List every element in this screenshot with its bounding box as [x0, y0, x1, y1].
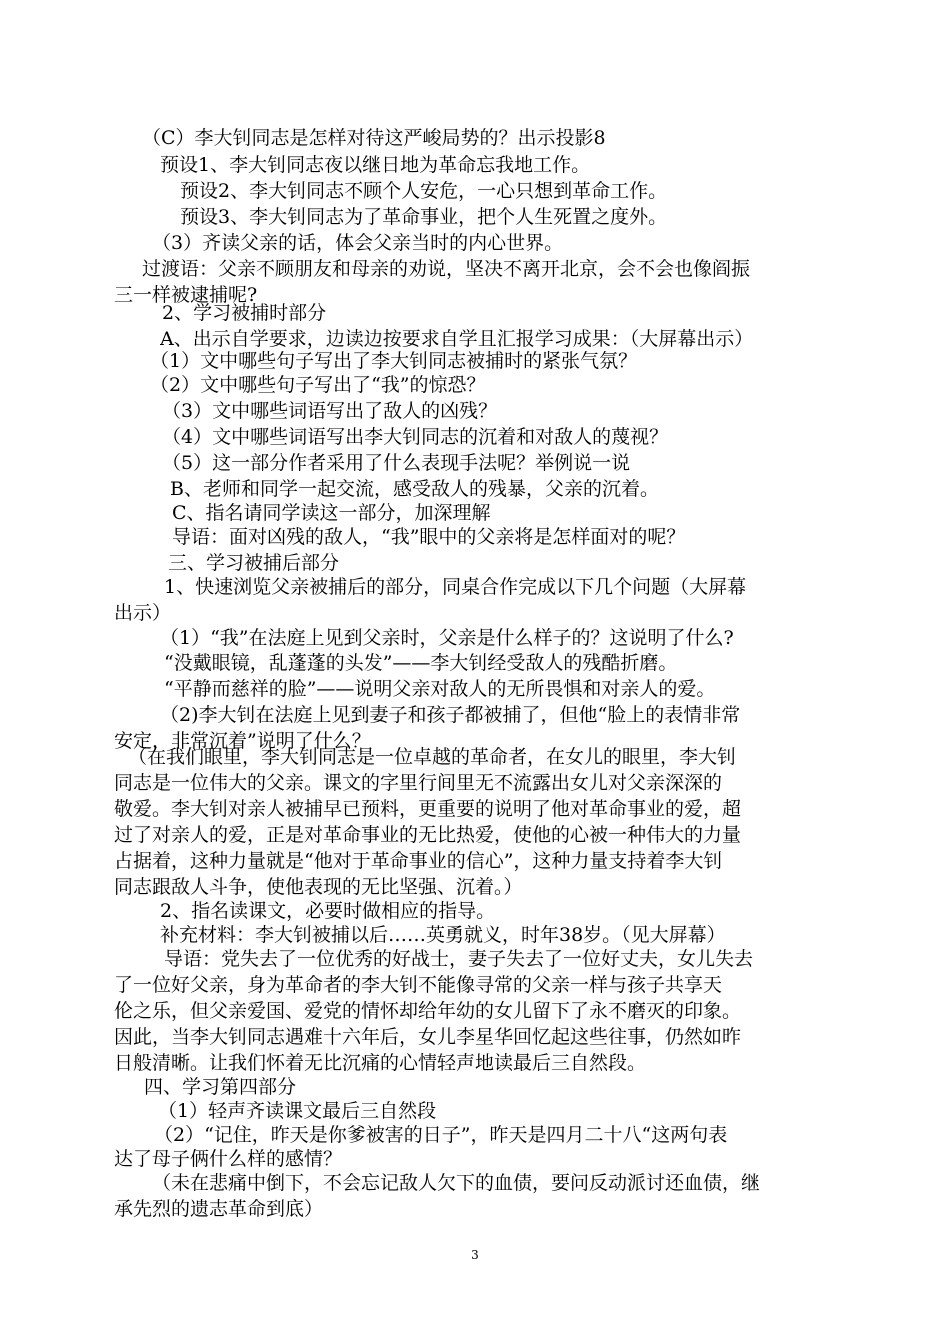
text-line: 伦之乐，但父亲爱国、爱党的情怀却给年幼的女儿留下了永不磨灭的印象。 — [114, 1000, 742, 1022]
text-line: 达了母子俩什么样的感情？ — [114, 1148, 343, 1170]
text-line: （4）文中哪些词语写出李大钊同志的沉着和对敌人的蔑视？ — [162, 426, 669, 448]
text-line: 因此，当李大钊同志遇难十六年后，女儿李星华回忆起这些往事，仍然如昨 — [114, 1026, 742, 1048]
text-line: 过了对亲人的爱，正是对革命事业的无比热爱，使他的心被一种伟大的力量 — [114, 824, 742, 846]
text-line: （1）文中哪些句子写出了李大钊同志被捕时的紧张气氛？ — [150, 350, 638, 372]
text-line: 同志是一位伟大的父亲。课文的字里行间里无不流露出女儿对父亲深深的 — [114, 772, 723, 794]
text-line: B、老师和同学一起交流，感受敌人的残暴，父亲的沉着。 — [170, 478, 659, 500]
text-line: （3）文中哪些词语写出了敌人的凶残？ — [162, 400, 498, 422]
text-line: 预设3、李大钊同志为了革命事业，把个人生死置之度外。 — [180, 206, 668, 228]
text-line: 导语：党失去了一位优秀的好战士，妻子失去了一位好丈夫，女儿失去 — [164, 948, 754, 970]
text-line: （C）李大钊同志是怎样对待这严峻局势的？出示投影8 — [142, 127, 606, 149]
text-line: （2）文中哪些句子写出了“我”的惊恐？ — [150, 374, 486, 396]
section-heading: 2、学习被捕时部分 — [162, 302, 327, 324]
text-line: 预设2、李大钊同志不顾个人安危，一心只想到革命工作。 — [180, 180, 668, 202]
text-line: 1、快速浏览父亲被捕后的部分，同桌合作完成以下几个问题（大屏幕 — [164, 576, 747, 598]
text-line: 日般清晰。让我们怀着无比沉痛的心情轻声地读最后三自然段。 — [114, 1052, 647, 1074]
page-number: 3 — [471, 1248, 479, 1262]
text-line: 同志跟敌人斗争，使他表现的无比坚强、沉着。） — [114, 876, 523, 898]
text-line: “没戴眼镜，乱蓬蓬的头发”——李大钊经受敌人的残酷折磨。 — [164, 652, 678, 674]
text-line: A、出示自学要求，边读边按要求自学且汇报学习成果：（大屏幕出示） — [160, 328, 754, 350]
section-heading: 三、学习被捕后部分 — [168, 552, 340, 574]
text-line: C、指名请同学读这一部分，加深理解 — [172, 502, 491, 524]
text-line: 敬爱。李大钊对亲人被捕早已预料，更重要的说明了他对革命事业的爱，超 — [114, 798, 742, 820]
text-line: （5）这一部分作者采用了什么表现手法呢？举例说一说 — [162, 452, 631, 474]
text-line: 预设1、李大钊同志夜以继日地为革命忘我地工作。 — [160, 154, 591, 176]
text-line: 导语：面对凶残的敌人，“我”眼中的父亲将是怎样面对的呢？ — [172, 526, 686, 548]
text-line: 补充材料：李大钊被捕以后……英勇就义，时年38岁。（见大屏幕） — [160, 924, 726, 946]
text-line: （2)李大钊在法庭上见到妻子和孩子都被捕了，但他“脸上的表情非常 — [160, 704, 741, 726]
text-line: 2、指名读课文，必要时做相应的指导。 — [160, 900, 496, 922]
text-line: 三一样被逮捕呢? — [114, 284, 258, 306]
text-line: 了一位好父亲，身为革命者的李大钊不能像寻常的父亲一样与孩子共享天 — [114, 974, 723, 996]
text-line: “平静而慈祥的脸”——说明父亲对敌人的无所畏惧和对亲人的爱。 — [164, 678, 716, 700]
text-line: （在我们眼里，李大钊同志是一位卓越的革命者，在女儿的眼里，李大钊 — [128, 746, 737, 768]
text-line: （3）齐读父亲的话，体会父亲当时的内心世界。 — [152, 232, 564, 254]
text-line: 过渡语：父亲不顾朋友和母亲的劝说，坚决不离开北京，会不会也像阎振 — [142, 258, 751, 280]
text-line: （1）轻声齐读课文最后三自然段 — [158, 1100, 437, 1122]
text-line: （1）“我”在法庭上见到父亲时，父亲是什么样子的？这说明了什么? — [160, 627, 734, 649]
text-line: 安定，非常沉着”说明了什么？ — [114, 730, 371, 752]
text-line: （2）“记住，昨天是你爹被害的日子”，昨天是四月二十八“这两句表 — [154, 1124, 728, 1146]
text-line: 承先烈的遗志革命到底） — [114, 1198, 324, 1220]
section-heading: 四、学习第四部分 — [144, 1076, 297, 1098]
text-line: （未在悲痛中倒下，不会忘记敌人欠下的血债，要问反动派讨还血债，继 — [152, 1172, 761, 1194]
text-line: 出示） — [114, 602, 172, 624]
text-line: 占据着，这种力量就是“他对于革命事业的信心”，这种力量支持着李大钊 — [114, 850, 723, 872]
